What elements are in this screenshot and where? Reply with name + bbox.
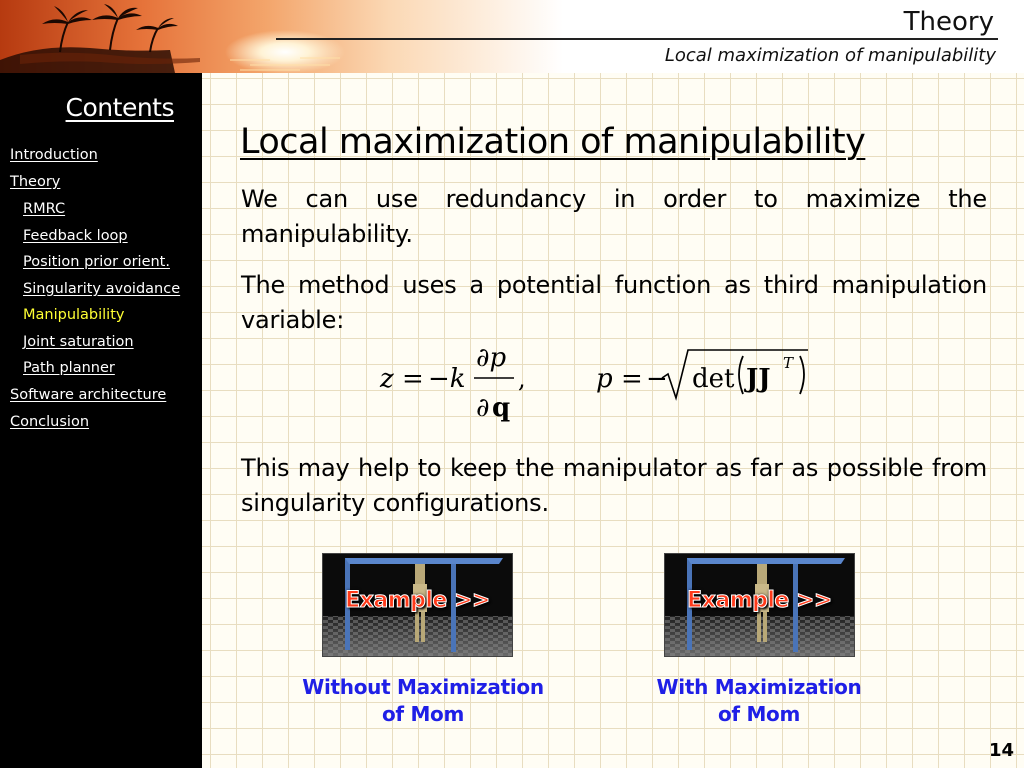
caption-line-2: of Mom	[717, 702, 801, 726]
eq-right-paren	[800, 356, 804, 394]
eq-det: det	[692, 364, 735, 394]
eq-transpose: T	[783, 354, 794, 372]
nav-item-software-architecture[interactable]: Software architecture	[10, 387, 167, 403]
nav-item-position-prior-orient[interactable]: Position prior orient.	[23, 254, 170, 270]
nav-item-theory[interactable]: Theory	[10, 174, 61, 190]
example-caption-without-max	[285, 674, 561, 728]
nav-item-introduction[interactable]: Introduction	[10, 147, 98, 163]
tropical-sunset-banner	[0, 0, 560, 73]
nav-item-path-planner[interactable]: Path planner	[23, 360, 115, 376]
header-divider	[276, 38, 998, 40]
nav-item-rmrc[interactable]: RMRC	[23, 201, 66, 217]
example-button-label-2: Example >>	[687, 588, 832, 613]
caption-line-2: of Mom	[381, 702, 465, 726]
contents-sidebar	[0, 73, 202, 768]
contents-heading[interactable]: Contents	[65, 93, 174, 122]
eq-comma: ,	[518, 365, 526, 393]
robot-scene-thumbnail	[323, 554, 512, 656]
nav-item-joint-saturation[interactable]: Joint saturation	[23, 334, 134, 350]
example-video-button-without-max[interactable]	[323, 554, 512, 656]
eq-z: z	[380, 364, 394, 394]
eq-denominator-partial: ∂	[476, 393, 490, 423]
eq-minus: −	[646, 364, 668, 394]
slide-title: Local maximization of manipulability	[240, 122, 866, 162]
caption-line-1: Without Maximization	[302, 675, 544, 699]
nav-item-singularity-avoidance[interactable]: Singularity avoidance	[23, 281, 181, 297]
example-video-button-with-max[interactable]	[665, 554, 854, 656]
body-paragraph-1: We can use redundancy in order to maximize the manipulability.	[241, 185, 987, 248]
potential-function-equation	[378, 338, 818, 428]
nav-item-manipulability[interactable]: Manipulability	[23, 307, 125, 323]
eq-left-paren	[739, 356, 743, 394]
caption-line-1: With Maximization	[656, 675, 862, 699]
section-title: Theory	[903, 7, 994, 37]
eq-minus-k: −k	[428, 364, 466, 394]
eq-denominator-q: q	[492, 393, 511, 423]
robot-scene-thumbnail	[665, 554, 854, 656]
eq-numerator: ∂p	[476, 343, 507, 373]
nav-item-feedback-loop[interactable]: Feedback loop	[23, 228, 128, 244]
nav-item-conclusion[interactable]: Conclusion	[10, 414, 90, 430]
eq-equals-1: =	[402, 364, 424, 394]
eq-jj: JJ	[746, 364, 771, 394]
body-paragraph-2: The method uses a potential function as third manipulation variable:	[241, 271, 987, 334]
example-caption-with-max	[625, 674, 893, 728]
page-number: 14	[988, 740, 1014, 761]
slide-header	[0, 0, 1024, 73]
example-button-label-1: Example >>	[345, 588, 490, 613]
eq-p: p	[596, 364, 613, 394]
eq-equals-2: =	[621, 364, 643, 394]
body-paragraph-3: This may help to keep the manipulator as far as possible from singularity configurations.	[241, 454, 987, 517]
section-subtitle: Local maximization of manipulability	[664, 45, 996, 66]
